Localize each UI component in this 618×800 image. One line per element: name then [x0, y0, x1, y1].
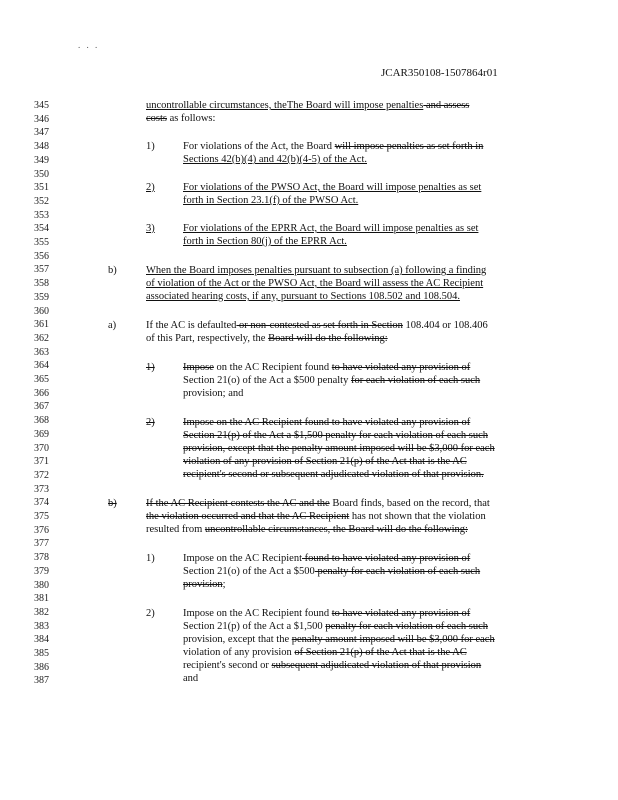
- text-line-387: and: [183, 673, 199, 684]
- item-label-2: 2): [146, 182, 155, 193]
- text-line-370: provision, except that the penalty amount imposed will be $3,000 for each: [183, 443, 495, 454]
- text-line-345: uncontrollable circumstances, theThe Board will impose penalties and assess: [146, 100, 470, 111]
- line-number: 346: [34, 113, 49, 125]
- line-number: 385: [34, 648, 49, 659]
- line-number: 358: [34, 278, 49, 290]
- text-line-372: recipient's second or subsequent adjudicated violation of that provision.: [183, 469, 484, 480]
- subsection-label-b: b): [108, 265, 117, 276]
- line-number: 375: [34, 511, 49, 522]
- text-line-364: Impose on the AC Recipient found to have violated any provision of: [183, 362, 471, 373]
- line-number: 357: [34, 264, 49, 276]
- line-number: 356: [34, 250, 49, 262]
- line-number: 349: [34, 154, 49, 166]
- line-number: 370: [34, 442, 49, 454]
- line-number: 371: [34, 456, 49, 468]
- text-line-346: costs as follows:: [146, 113, 216, 124]
- line-number: 368: [34, 415, 49, 427]
- text-line-366: provision; and: [183, 388, 244, 399]
- text-line-380: provision;: [183, 579, 226, 590]
- line-number: 351: [34, 182, 49, 194]
- text-line-348: For violations of the Act, the Board will impose penalties as set forth in: [183, 141, 484, 152]
- line-number: 384: [34, 634, 49, 646]
- item-label-b1: 1): [146, 553, 155, 564]
- line-number: 352: [34, 195, 49, 207]
- text-line-379: Section 21(o) of the Act a $500 penalty for each violation of each such: [183, 566, 481, 577]
- item-label-b2: 2): [146, 608, 155, 619]
- line-number: 376: [34, 524, 49, 536]
- line-number: 374: [34, 497, 49, 509]
- corner-mark: . . .: [78, 40, 100, 50]
- line-number: 345: [34, 100, 49, 111]
- line-number: 369: [34, 428, 49, 440]
- text-line-359: associated hearing costs, if any, pursuant to Sections 108.502 and 108.504.: [146, 291, 460, 302]
- text-line-354: For violations of the EPRR Act, the Board will impose penalties as set: [183, 223, 479, 234]
- line-number: 380: [34, 579, 49, 591]
- line-number: 353: [34, 209, 49, 221]
- text-line-383: Section 21(p) of the Act a $1,500 penalty for each violation of each such: [183, 621, 488, 632]
- line-number: 364: [34, 360, 49, 372]
- text-line-382: Impose on the AC Recipient found to have violated any provision of: [183, 608, 471, 619]
- text-line-374: If the AC Recipient contests the AC and the Board finds, based on the record, that: [146, 498, 490, 509]
- line-number: 350: [34, 168, 49, 180]
- line-number: 359: [34, 291, 49, 303]
- line-number: 360: [34, 305, 49, 317]
- text-line-378: Impose on the AC Recipient found to have violated any provision of: [183, 553, 471, 564]
- text-line-365: Section 21(o) of the Act a $500 penalty for each violation of each such: [183, 375, 481, 386]
- line-number: 354: [34, 223, 49, 235]
- item-label-a2: 2): [146, 417, 155, 428]
- line-number: 386: [34, 661, 49, 673]
- text-line-376: resulted from uncontrollable circumstances, the Board will do the following:: [146, 524, 468, 535]
- text-line-375: the violation occurred and that the AC Recipient has not shown that the violation: [146, 511, 486, 522]
- text-line-385: violation of any provision of Section 21(p) of the Act that is the AC: [183, 647, 467, 658]
- text-line-362: of this Part, respectively, the Board will do the following:: [146, 333, 388, 344]
- item-label-a1: 1): [146, 362, 155, 373]
- line-number: 348: [34, 141, 49, 153]
- line-number: 355: [34, 237, 49, 248]
- line-number: 373: [34, 483, 49, 495]
- item-label-1: 1): [146, 141, 155, 152]
- line-number: 387: [34, 675, 49, 687]
- text-line-371: violation of any provision of Section 21(p) of the Act that is the AC: [183, 456, 467, 467]
- line-number: 361: [34, 319, 49, 331]
- line-number: 372: [34, 469, 49, 481]
- text-line-368: Impose on the AC Recipient found to have violated any provision of: [183, 417, 471, 428]
- text-line-355: forth in Section 80(j) of the EPRR Act.: [183, 236, 347, 247]
- line-number: 347: [34, 127, 49, 139]
- line-number: 379: [34, 565, 49, 577]
- item-label-3: 3): [146, 223, 155, 234]
- text-line-361: If the AC is defaulted or non-contested as set forth in Section 108.404 or 108.406: [146, 320, 488, 331]
- line-number: 362: [34, 332, 49, 344]
- subsection-label-b2: b): [108, 498, 117, 509]
- line-number: 378: [34, 552, 49, 564]
- text-line-358: of violation of the Act or the PWSO Act, the Board will assess the AC Recipient: [146, 278, 484, 289]
- document-id: JCAR350108-1507864r01: [381, 67, 498, 79]
- text-line-351: For violations of the PWSO Act, the Board will impose penalties as set: [183, 182, 482, 193]
- text-line-384: provision, except that the penalty amount imposed will be $3,000 for each: [183, 634, 495, 645]
- line-number: 382: [34, 606, 49, 618]
- text-line-349: Sections 42(b)(4) and 42(b)(4-5) of the Act.: [183, 154, 367, 165]
- line-number: 377: [34, 538, 49, 550]
- line-number: 365: [34, 374, 49, 385]
- text-line-386: recipient's second or subsequent adjudicated violation of that provision: [183, 660, 482, 671]
- subsection-label-a: a): [108, 320, 117, 331]
- line-number: 363: [34, 346, 49, 358]
- line-number: 366: [34, 387, 49, 399]
- line-number: 381: [34, 593, 49, 605]
- line-number: 367: [34, 401, 49, 413]
- text-line-369: Section 21(p) of the Act a $1,500 penalty for each violation of each such: [183, 430, 488, 441]
- text-line-352: forth in Section 23.1(f) of the PWSO Act.: [183, 195, 359, 206]
- line-number: 383: [34, 620, 49, 632]
- text-line-357: When the Board imposes penalties pursuant to subsection (a) following a finding: [146, 265, 487, 276]
